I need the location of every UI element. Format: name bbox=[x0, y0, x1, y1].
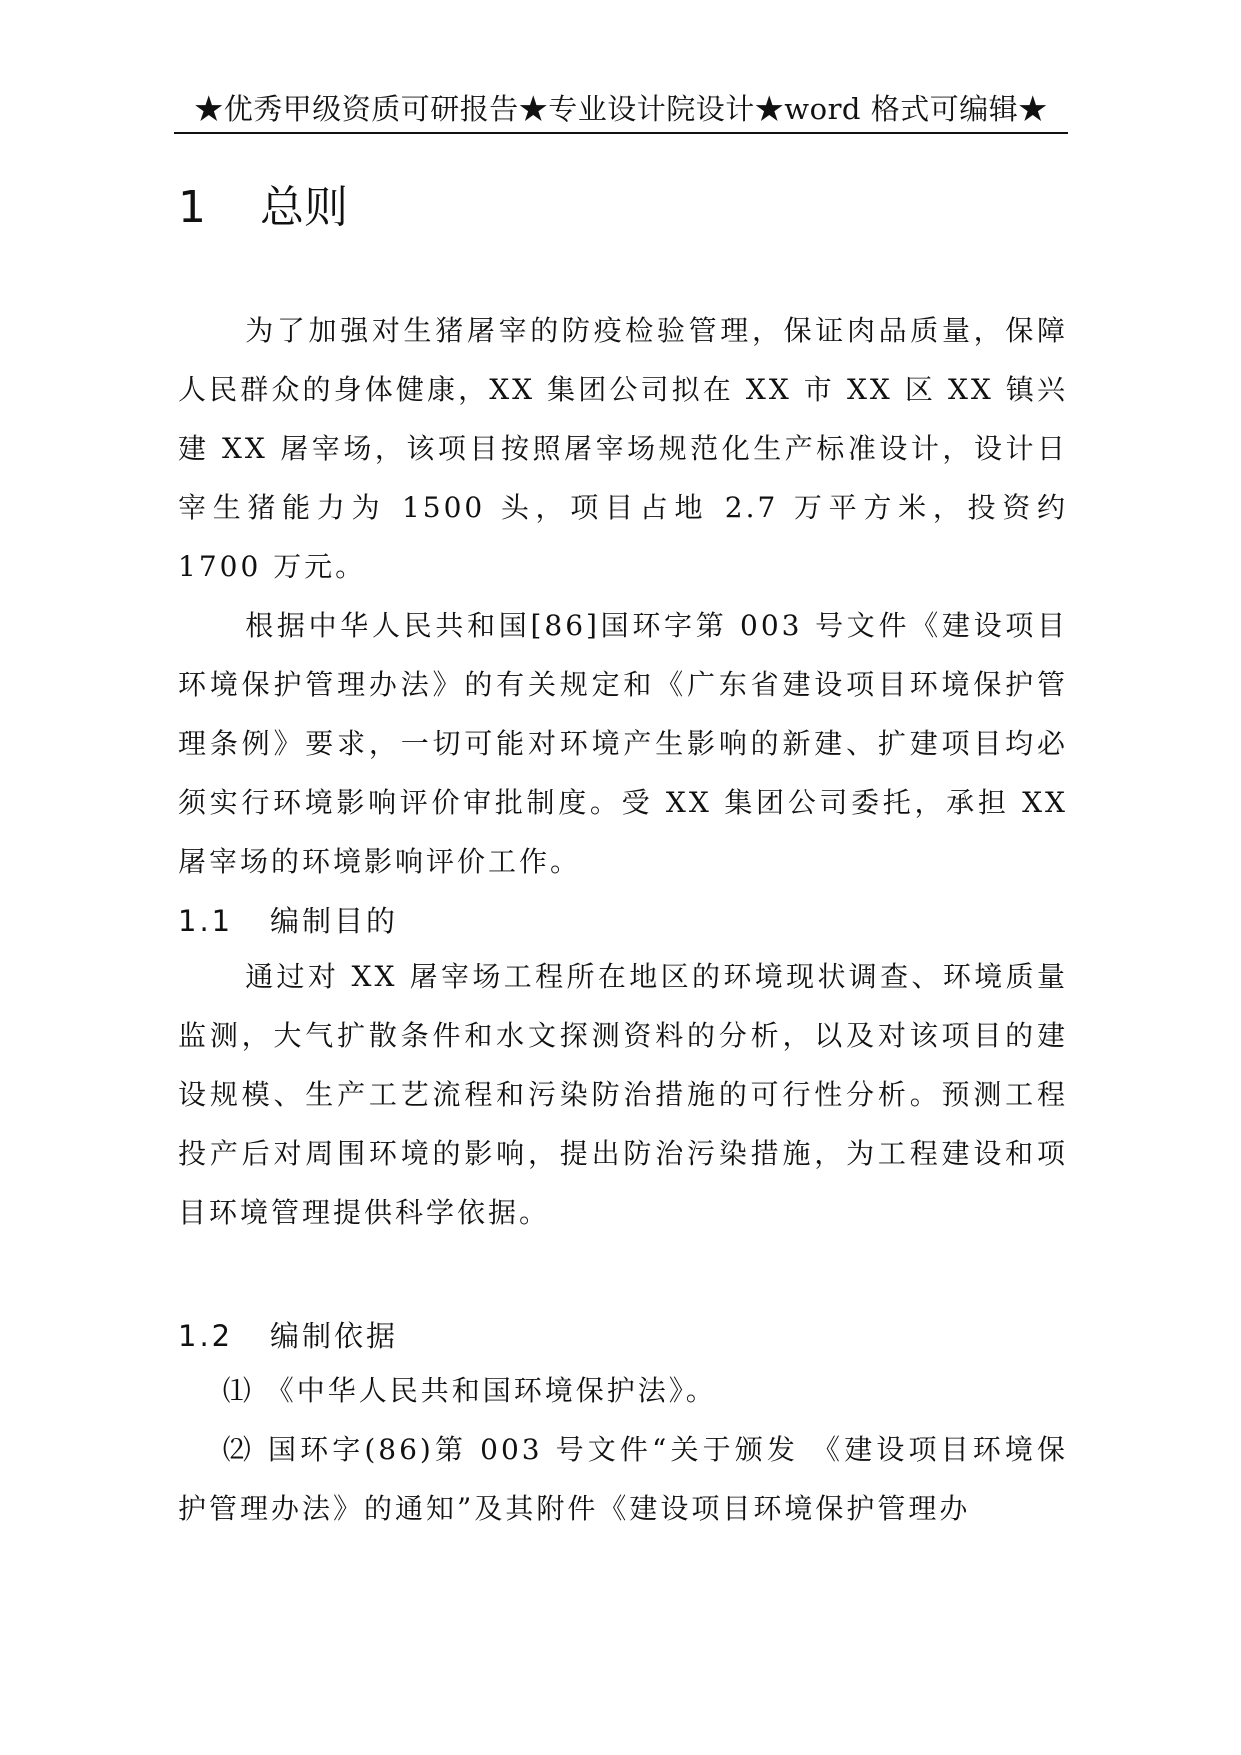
intro-paragraph: 根据中华人民共和国[86]国环字第 003 号文件《建设项目环境保护管理办法》的有关规定和《广东省建设项目环境保护管理条例》要求，一切可能对环境产生影响的新建、扩建项目均必须实行环境影响评价审批制度。受 XX 集团公司委托，承担 XX 屠宰场的环境影响评价工作。 bbox=[178, 609, 1068, 878]
basis-list-item: ⑴ 《中华人民共和国环境保护法》。 bbox=[222, 1374, 717, 1407]
section-number: 1.1 bbox=[178, 904, 234, 938]
chapter-heading bbox=[178, 178, 348, 238]
section-title: 编制依据 bbox=[270, 1319, 399, 1353]
chapter-title: 总则 bbox=[260, 182, 348, 233]
purpose-paragraph: 通过对 XX 屠宰场工程所在地区的环境现状调查、环境质量监测，大气扩散条件和水文探测资料的分析，以及对该项目的建设规模、生产工艺流程和污染防治措施的可行性分析。预测工程投产后对周围环境的影响，提出防治污染措施，为工程建设和项目环境管理提供科学依据。 bbox=[178, 960, 1068, 1229]
intro-paragraph: 为了加强对生猪屠宰的防疫检验管理，保证肉品质量，保障人民群众的身体健康，XX 集团公司拟在 XX 市 XX 区 XX 镇兴建 XX 屠宰场，该项目按照屠宰场规范化生产标准设计，设计日宰生猪能力为 1500 头，项目占地 2.7 万平方米，投资约 1700 万元。 bbox=[178, 314, 1068, 583]
intro-section bbox=[178, 301, 1068, 891]
basis-list bbox=[178, 1361, 1068, 1538]
section-heading-basis bbox=[178, 1314, 398, 1358]
section-heading-purpose bbox=[178, 899, 398, 943]
section-title: 编制目的 bbox=[270, 904, 399, 938]
chapter-number: 1 bbox=[178, 182, 206, 233]
basis-list-item: ⑵ 国环字(86)第 003 号文件“关于颁发 《建设项目环境保护管理办法》的通知”及其附件《建设项目环境保护管理办 bbox=[178, 1433, 1068, 1525]
page-header bbox=[174, 86, 1068, 134]
section-number: 1.2 bbox=[178, 1319, 234, 1353]
purpose-section bbox=[178, 947, 1068, 1242]
header-banner-text: ★优秀甲级资质可研报告★专业设计院设计★word 格式可编辑★ bbox=[194, 92, 1048, 126]
